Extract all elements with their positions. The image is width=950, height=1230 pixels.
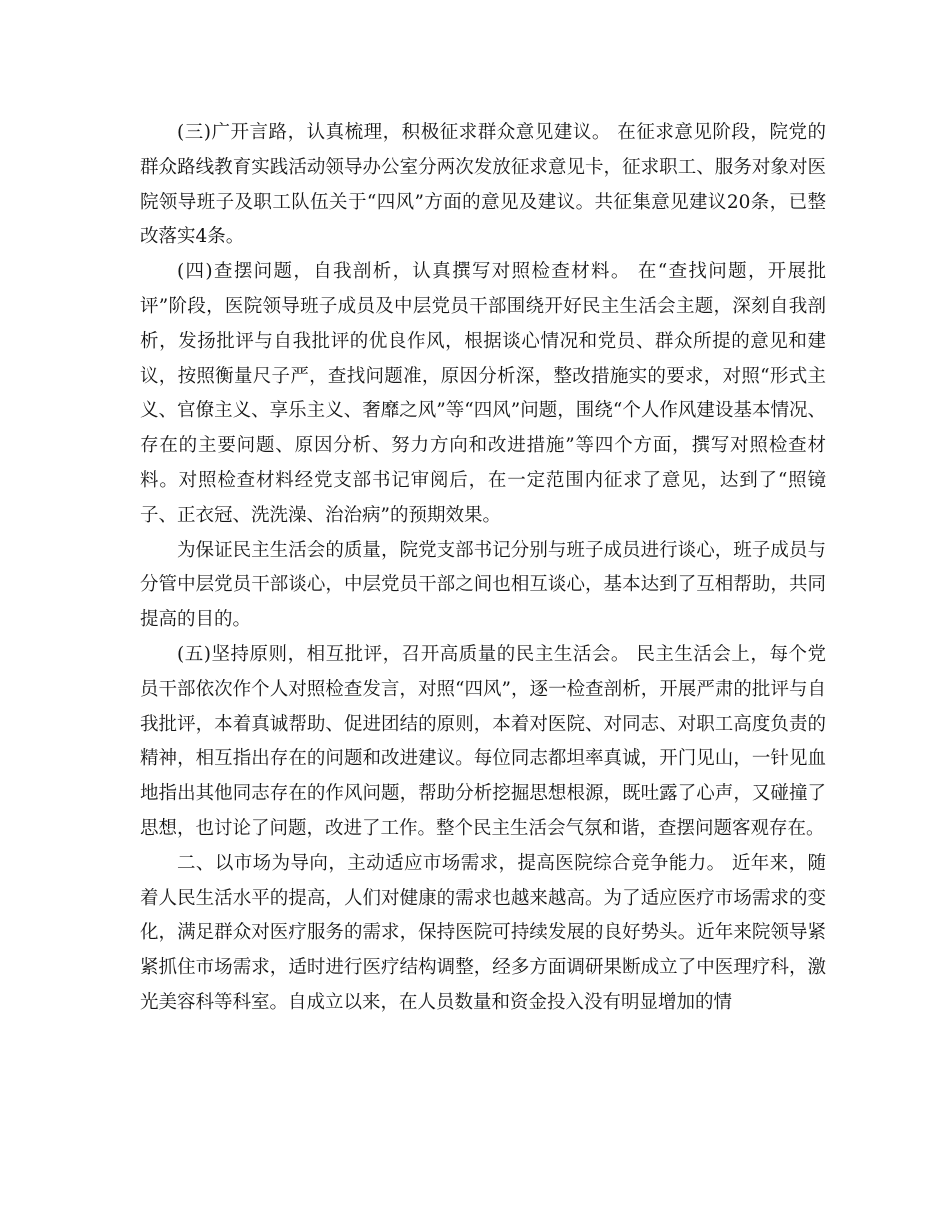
paragraph-market-orientation: 二、以市场为导向，主动适应市场需求，提高医院综合竞争能力。 近年来，随着人民生活水平的提高，人们对健康的需求也越来越高。为了适应医疗市场需求的变化，满足群众对医疗服务的需求，保持医院可持续发展的良好势头。近年来院领导紧紧抓住市场需求，适时进行医疗结构调整，经多方面调研果断成立了中医理疗科，激光美容科等科室。自成立以来，在人员数量和资金投入没有明显增加的情 [140, 852, 826, 1013]
paragraph-heart-to-heart-talks: 为保证民主生活会的质量，院党支部书记分别与班子成员进行谈心，班子成员与分管中层党员干部谈心，中层党员干部之间也相互谈心，基本达到了互相帮助，共同提高的目的。 [140, 539, 826, 631]
document-body [140, 116, 826, 1021]
paragraph-solicit-opinions: (三)广开言路，认真梳理，积极征求群众意见建议。 在征求意见阶段，院党的群众路线教育实践活动领导办公室分两次发放征求意见卡，征求职工、服务对象对医院领导班子及职工队伍关于“四风”方面的意见及建议。共征集意见建议20条，已整改落实4条。 [140, 122, 826, 248]
paragraph-democratic-life-meeting: (五)坚持原则，相互批评，召开高质量的民主生活会。 民主生活会上，每个党员干部依次作个人对照检查发言，对照“四风”，逐一检查剖析，开展严肃的批评与自我批评，本着真诚帮助、促进团结的原则，本着对医院、对同志、对职工高度负责的精神，相互指出存在的问题和改进建议。每位同志都坦率真诚，开门见山，一针见血地指出其他同志存在的作风问题，帮助分析挖掘思想根源，既吐露了心声，又碰撞了思想，也讨论了问题，改进了工作。整个民主生活会气氛和谐，查摆问题客观存在。 [140, 643, 826, 839]
paragraph-self-examination: (四)查摆问题，自我剖析，认真撰写对照检查材料。 在“查找问题，开展批评”阶段，医院领导班子成员及中层党员干部围绕开好民主生活会主题，深刻自我剖析，发扬批评与自我批评的优良作风，根据谈心情况和党员、群众所提的意见和建议，按照衡量尺子严，查找问题准，原因分析深，整改措施实的要求，对照“形式主义、官僚主义、享乐主义、奢靡之风”等“四风”问题，围绕“个人作风建设基本情况、存在的主要问题、原因分析、努力方向和改进措施”等四个方面，撰写对照检查材料。对照检查材料经党支部书记审阅后，在一定范围内征求了意见，达到了“照镜子、正衣冠、洗洗澡、治治病”的预期效果。 [140, 261, 826, 526]
